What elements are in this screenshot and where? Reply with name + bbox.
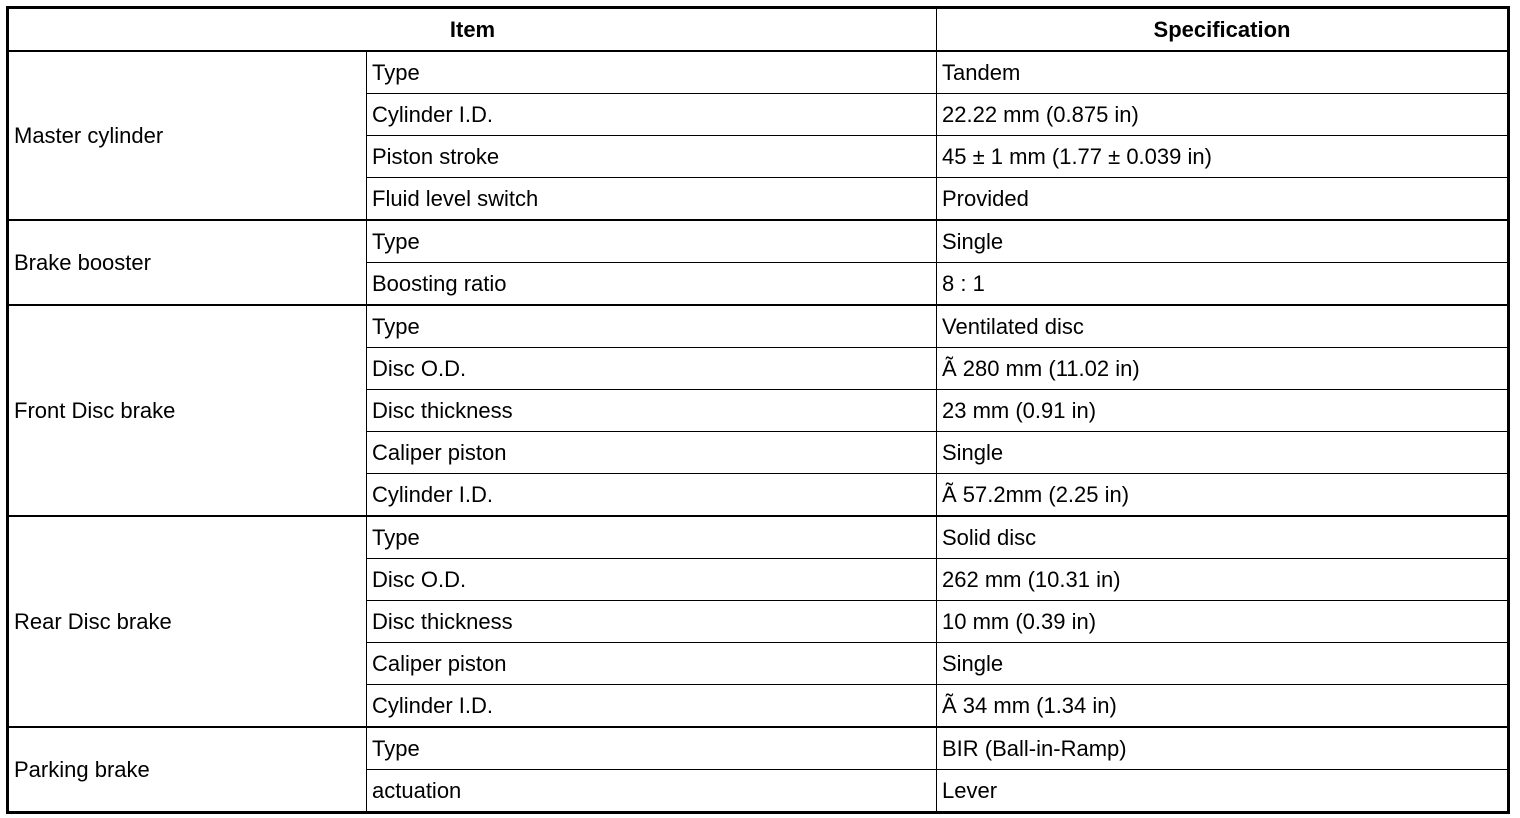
group-name-cell: Rear Disc brake [8, 516, 367, 727]
item-cell: Caliper piston [367, 432, 937, 474]
header-row [8, 8, 1509, 52]
specification-cell: Ã 57.2mm (2.25 in) [937, 474, 1509, 517]
specification-cell: Ã 34 mm (1.34 in) [937, 685, 1509, 728]
group-name-cell: Parking brake [8, 727, 367, 813]
item-cell: Cylinder I.D. [367, 685, 937, 728]
table-row [8, 305, 1509, 348]
specification-cell: 8 : 1 [937, 263, 1509, 306]
specification-cell: Single [937, 643, 1509, 685]
specification-cell: Provided [937, 178, 1509, 221]
specification-cell: Lever [937, 770, 1509, 813]
specification-cell: 23 mm (0.91 in) [937, 390, 1509, 432]
item-cell: Type [367, 516, 937, 559]
item-cell: Type [367, 727, 937, 770]
item-cell: Disc O.D. [367, 559, 937, 601]
group-name-cell: Front Disc brake [8, 305, 367, 516]
group-name-cell: Brake booster [8, 220, 367, 305]
specification-cell: Single [937, 432, 1509, 474]
table-row [8, 51, 1509, 94]
item-cell: Fluid level switch [367, 178, 937, 221]
item-cell: Disc thickness [367, 601, 937, 643]
item-cell: Disc thickness [367, 390, 937, 432]
item-cell: Cylinder I.D. [367, 94, 937, 136]
specification-cell: Solid disc [937, 516, 1509, 559]
item-cell: Type [367, 305, 937, 348]
item-cell: Type [367, 51, 937, 94]
table-row [8, 727, 1509, 770]
item-cell: Boosting ratio [367, 263, 937, 306]
table-body [8, 51, 1509, 813]
item-cell: Caliper piston [367, 643, 937, 685]
specification-cell: Single [937, 220, 1509, 263]
specification-table [6, 6, 1510, 814]
specification-cell: Ã 280 mm (11.02 in) [937, 348, 1509, 390]
header-item: Item [8, 8, 937, 52]
specification-cell: 262 mm (10.31 in) [937, 559, 1509, 601]
specification-cell: 45 ± 1 mm (1.77 ± 0.039 in) [937, 136, 1509, 178]
table-header [8, 8, 1509, 52]
item-cell: actuation [367, 770, 937, 813]
specification-cell: Ventilated disc [937, 305, 1509, 348]
specification-cell: 22.22 mm (0.875 in) [937, 94, 1509, 136]
specification-cell: BIR (Ball-in-Ramp) [937, 727, 1509, 770]
group-name-cell: Master cylinder [8, 51, 367, 220]
specification-cell: Tandem [937, 51, 1509, 94]
table-row [8, 220, 1509, 263]
header-specification: Specification [937, 8, 1509, 52]
item-cell: Type [367, 220, 937, 263]
item-cell: Cylinder I.D. [367, 474, 937, 517]
item-cell: Disc O.D. [367, 348, 937, 390]
table-row [8, 516, 1509, 559]
specification-cell: 10 mm (0.39 in) [937, 601, 1509, 643]
item-cell: Piston stroke [367, 136, 937, 178]
